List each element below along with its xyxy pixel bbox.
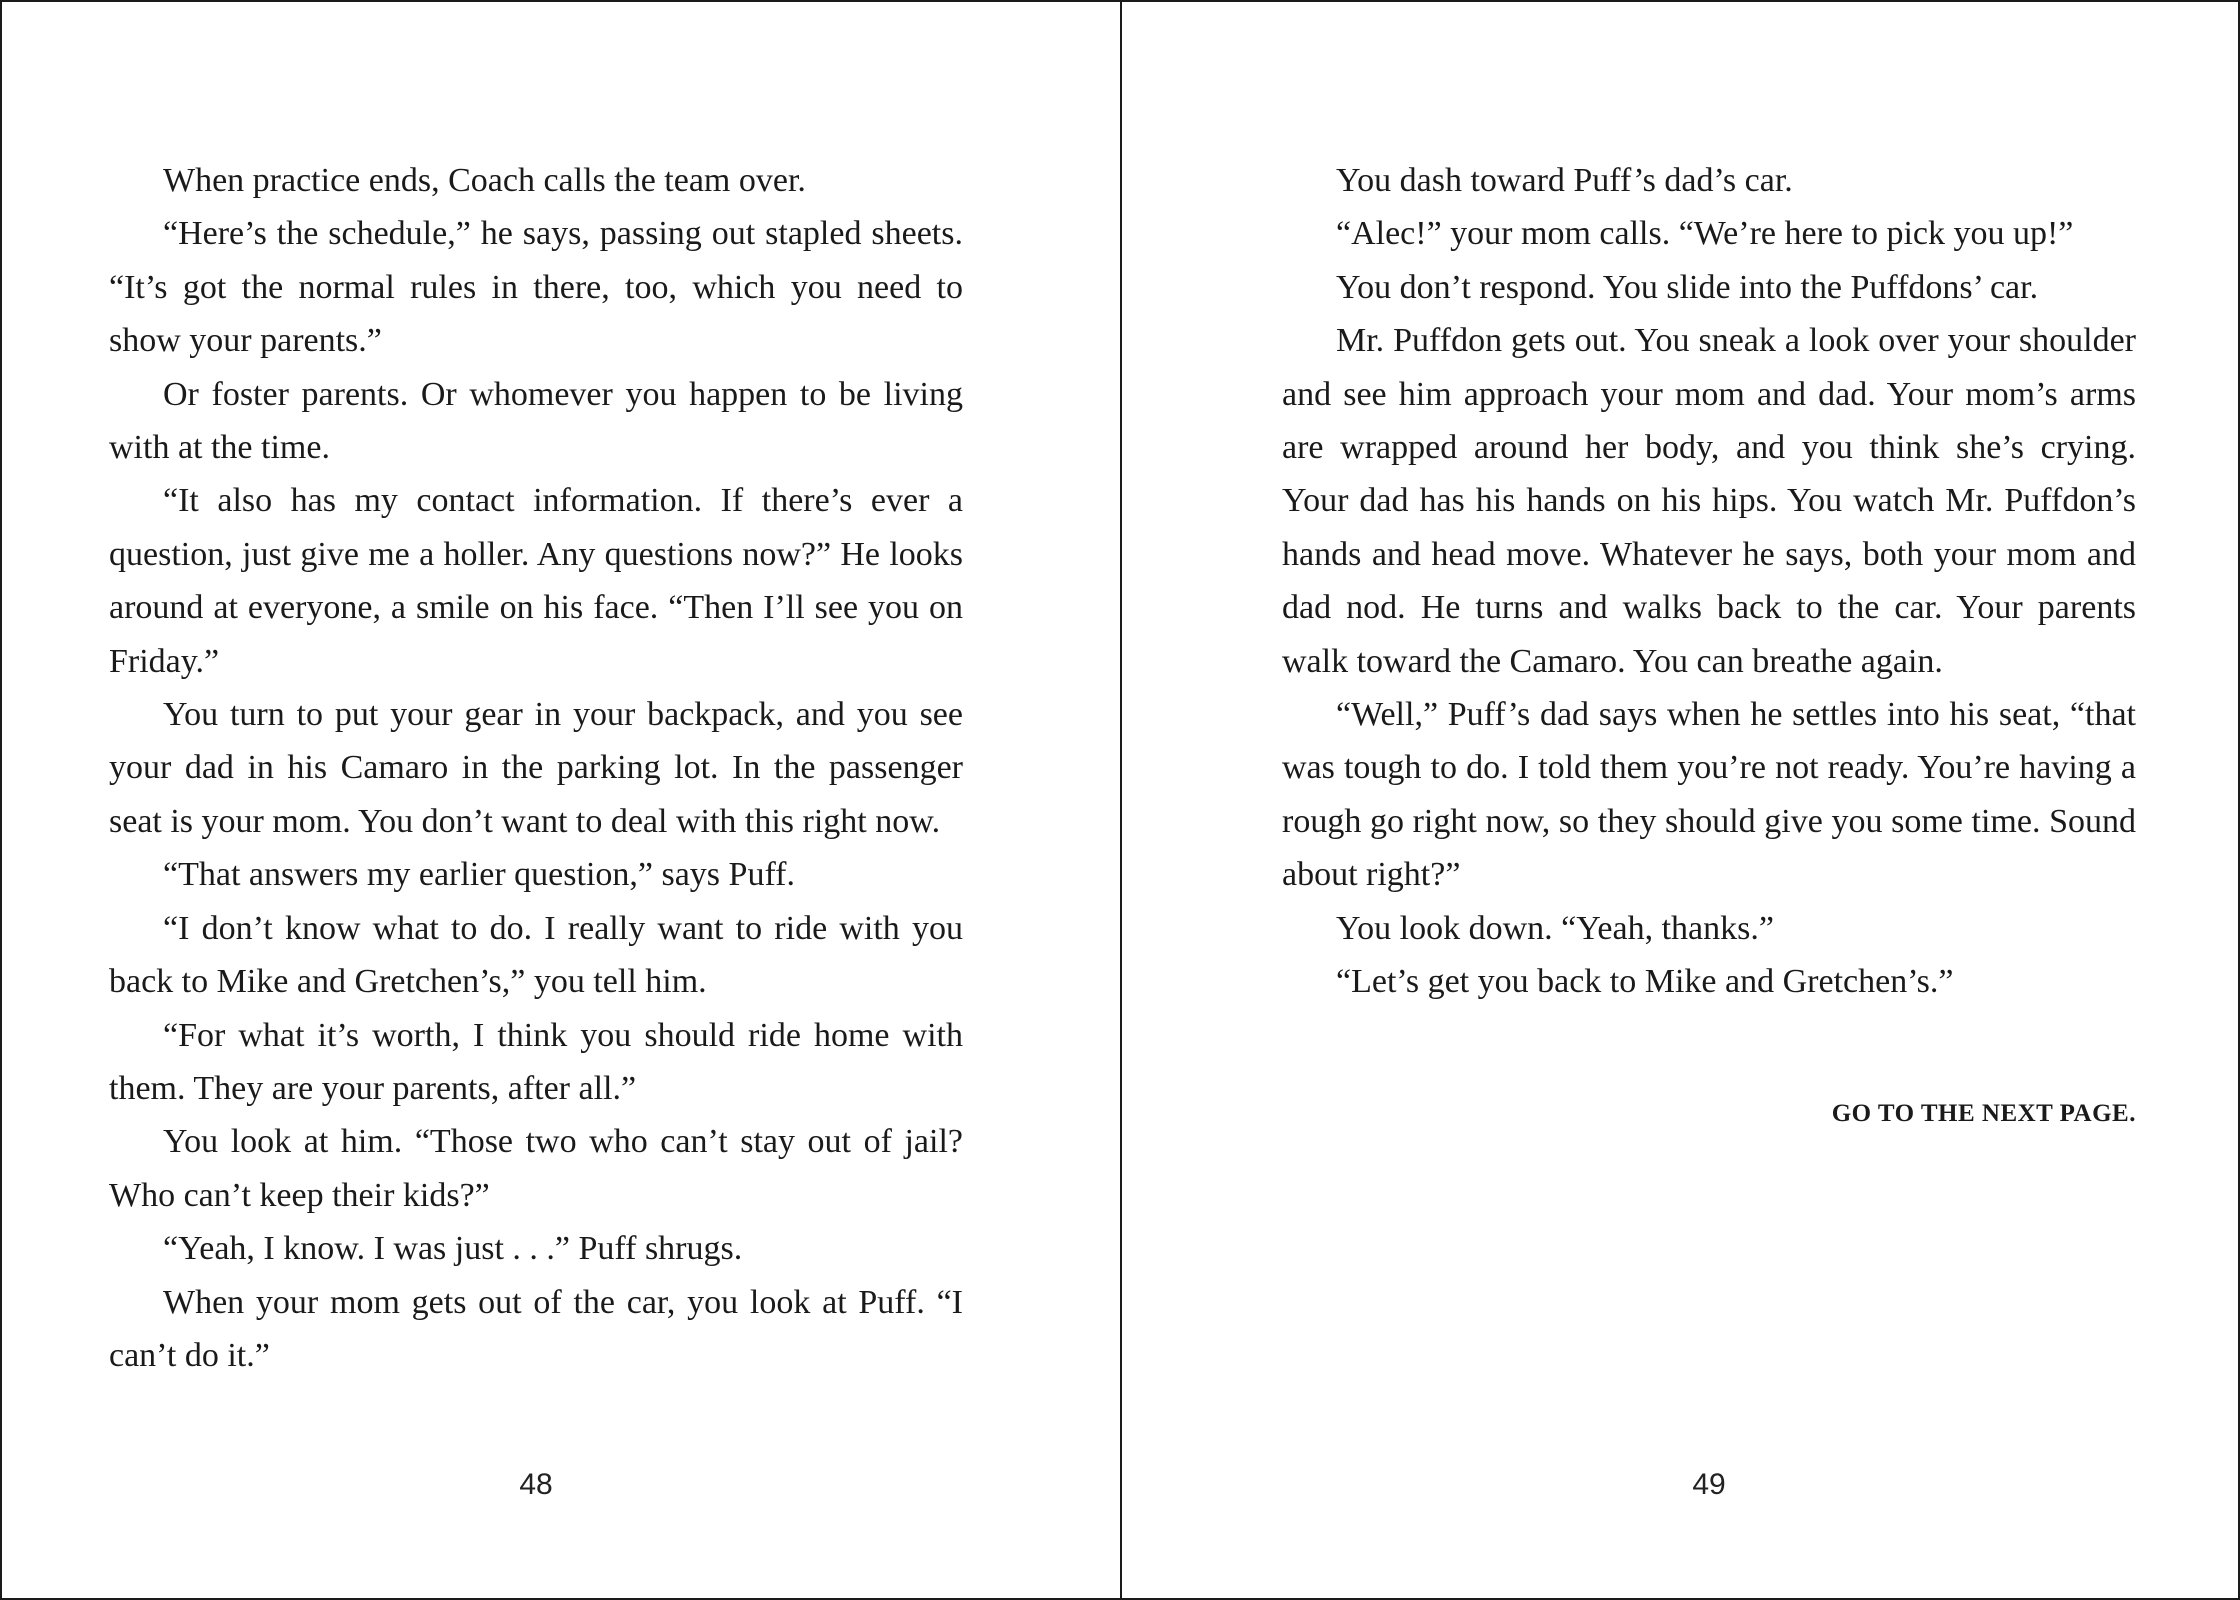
paragraph: You dash toward Puff’s dad’s car. [1336,162,1793,199]
right-page-body [1282,154,2136,1009]
paragraph: “Well,” Puff’s dad says when he settles into his seat, “that was tough to do. I told them you’re not ready. You’re having a rough go right now, so they should give you some time. Sound about right?” [1282,696,2136,894]
paragraph: Mr. Puffdon gets out. You sneak a look over your shoulder and see him approach your mom and dad. Your mom’s arms are wrapped around her body, and you think she’s crying. Your dad has his hands on his hips. You watch Mr. Puffdon’s hands and head move. Whatever he says, both your mom and dad nod. He turns and walks back to the car. Your parents walk toward the Camaro. You can breathe again. [1282,322,2136,680]
paragraph: “Yeah, I know. I was just . . .” Puff shrugs. [163,1230,743,1268]
paragraph: “For what it’s worth, I think you should ride home with them. They are your parents, after all.” [109,1016,963,1107]
left-page-body [109,154,963,1382]
paragraph: When practice ends, Coach calls the team over. [163,162,806,199]
paragraph: “Here’s the schedule,” he says, passing out stapled sheets. “It’s got the normal rules in there, too, which you need to show your parents.” [109,215,963,360]
page-number-left: 48 [519,1468,553,1501]
paragraph: You look at him. “Those two who can’t stay out of jail? Who can’t keep their kids?” [109,1123,963,1214]
paragraph: “I don’t know what to do. I really want to ride with you back to Mike and Gretchen’s,” you tell him. [109,909,963,1001]
paragraph: You turn to put your gear in your backpack, and you see your dad in his Camaro in the parking lot. In the passenger seat is your mom. You don’t want to deal with this right now. [109,696,963,840]
right-page [1121,2,2240,1598]
paragraph: “That answers my earlier question,” says Puff. [163,856,795,894]
paragraph: “It also has my contact information. If there’s ever a question, just give me a holler. Any questions now?” He looks around at everyone, a smile on his face. “Then I’ll see you on Friday.” [109,482,963,680]
paragraph: When your mom gets out of the car, you look at Puff. “I can’t do it.” [109,1283,963,1374]
left-page [2,2,1121,1598]
paragraph: “Alec!” your mom calls. “We’re here to pick you up!” [1336,215,2074,253]
paragraph: Or foster parents. Or whomever you happen to be living with at the time. [109,375,963,467]
go-to-next-page-cue: GO TO THE NEXT PAGE. [1831,1100,2136,1127]
paragraph: You don’t respond. You slide into the Puffdons’ car. [1336,268,2039,306]
page-number-right: 49 [1692,1468,1726,1501]
paragraph: “Let’s get you back to Mike and Gretchen’s.” [1336,963,1954,1001]
paragraph: You look down. “Yeah, thanks.” [1336,909,1774,947]
